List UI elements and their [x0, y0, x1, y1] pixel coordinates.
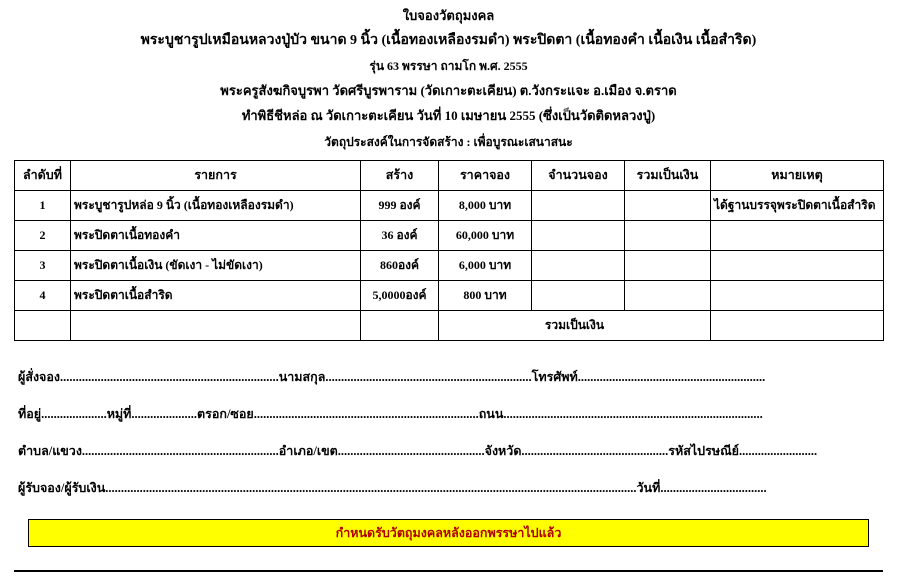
cell-made: 999 องค์: [361, 190, 439, 220]
summary-cell-empty-made: [361, 310, 439, 340]
cell-total[interactable]: [625, 280, 711, 310]
cell-price: 60,000 บาท: [439, 220, 532, 250]
customer-form: [14, 367, 883, 498]
summary-cell-empty-note: [711, 310, 884, 340]
cell-total[interactable]: [625, 250, 711, 280]
form-row-name[interactable]: ผู้สั่งจอง......................................................................นามสกุล..................................................................โทรศัพท์............................................................: [18, 369, 766, 384]
cell-qty[interactable]: [532, 280, 625, 310]
table-row: [15, 250, 884, 280]
cell-note: ได้ฐานบรรจุพระปิดตาเนื้อสำริด: [711, 190, 884, 220]
header-line-3: รุ่น 63 พรรษา ถามโก พ.ศ. 2555: [369, 58, 528, 73]
form-row-address[interactable]: ที่อยู่.....................หมู่ที่.....................ตรอก/ซอย........................................................................ถนน...................................................................................: [18, 406, 763, 421]
summary-cell-empty-item: [71, 310, 361, 340]
cell-no: 3: [15, 250, 71, 280]
cell-no: 1: [15, 190, 71, 220]
cell-item: พระบูชารูปหล่อ 9 นิ้ว (เนื้อทองเหลืองรมดำ): [71, 190, 361, 220]
cell-price: 8,000 บาท: [439, 190, 532, 220]
cell-total[interactable]: [625, 190, 711, 220]
cell-price: 6,000 บาท: [439, 250, 532, 280]
column-header-item: รายการ: [71, 160, 361, 190]
cell-item: พระปิดตาเนื้อทองคำ: [71, 220, 361, 250]
form-row-receiver[interactable]: ผู้รับจอง/ผู้รับเงิน..........................................................................................................................................................................วันที่..................................: [18, 480, 767, 495]
document-title: ใบจองวัตถุมงคล: [402, 8, 495, 23]
cell-qty[interactable]: [532, 220, 625, 250]
table-row: [15, 280, 884, 310]
cell-total[interactable]: [625, 220, 711, 250]
cell-item: พระปิดตาเนื้อสำริด: [71, 280, 361, 310]
header-line-6: วัตถุประสงค์ในการจัดสร้าง : เพื่อบูรณะเสนาสนะ: [324, 134, 573, 149]
table-row: [15, 220, 884, 250]
order-table: [14, 160, 884, 341]
cell-note: [711, 280, 884, 310]
cell-made: 36 องค์: [361, 220, 439, 250]
header-line-5: ทำพิธีชีหล่อ ณ วัดเกาะตะเคียน วันที่ 10 เมษายน 2555 (ซึ่งเป็นวัดติดหลวงปู่): [241, 108, 656, 123]
table-row: [15, 190, 884, 220]
header-line-4: พระครูสังฆกิจบูรพา วัดศรีบูรพาราม (วัดเกาะตะเคียน) ต.วังกระแจะ อ.เมือง จ.ตราด: [220, 82, 677, 98]
cell-item: พระปิดตาเนื้อเงิน (ขัดเงา - ไม่ขัดเงา): [71, 250, 361, 280]
column-header-total: รวมเป็นเงิน: [625, 160, 711, 190]
cell-made: 5,0000องค์: [361, 280, 439, 310]
table-header-row: [15, 160, 884, 190]
cell-made: 860องค์: [361, 250, 439, 280]
cell-price: 800 บาท: [439, 280, 532, 310]
column-header-no: ลำดับที่: [15, 160, 71, 190]
cell-no: 2: [15, 220, 71, 250]
table-summary-row: [15, 310, 884, 340]
bottom-divider: [14, 570, 883, 572]
form-row-district[interactable]: ตำบล/แขวง...............................................................อำเภอ/เขต...............................................จังหวัด...............................................รหัสไปรษณีย์.........................: [18, 443, 818, 458]
column-header-price: ราคาจอง: [439, 160, 532, 190]
column-header-made: สร้าง: [361, 160, 439, 190]
notice-banner: กำหนดรับวัตถุมงคลหลังออกพรรษาไปแล้ว: [28, 519, 869, 547]
column-header-qty: จำนวนจอง: [532, 160, 625, 190]
cell-no: 4: [15, 280, 71, 310]
cell-qty[interactable]: [532, 190, 625, 220]
summary-cell-empty-no: [15, 310, 71, 340]
summary-label: รวมเป็นเงิน: [439, 310, 711, 340]
header-line-2: พระบูชารูปเหมือนหลวงปู่บัว ขนาด 9 นิ้ว (เนื้อทองเหลืองรมดำ) พระปิดตา (เนื้อทองคำ เนื้อเงิน เนื้อสำริด): [140, 32, 757, 48]
cell-note: [711, 250, 884, 280]
cell-note: [711, 220, 884, 250]
column-header-note: หมายเหตุ: [711, 160, 884, 190]
cell-qty[interactable]: [532, 250, 625, 280]
